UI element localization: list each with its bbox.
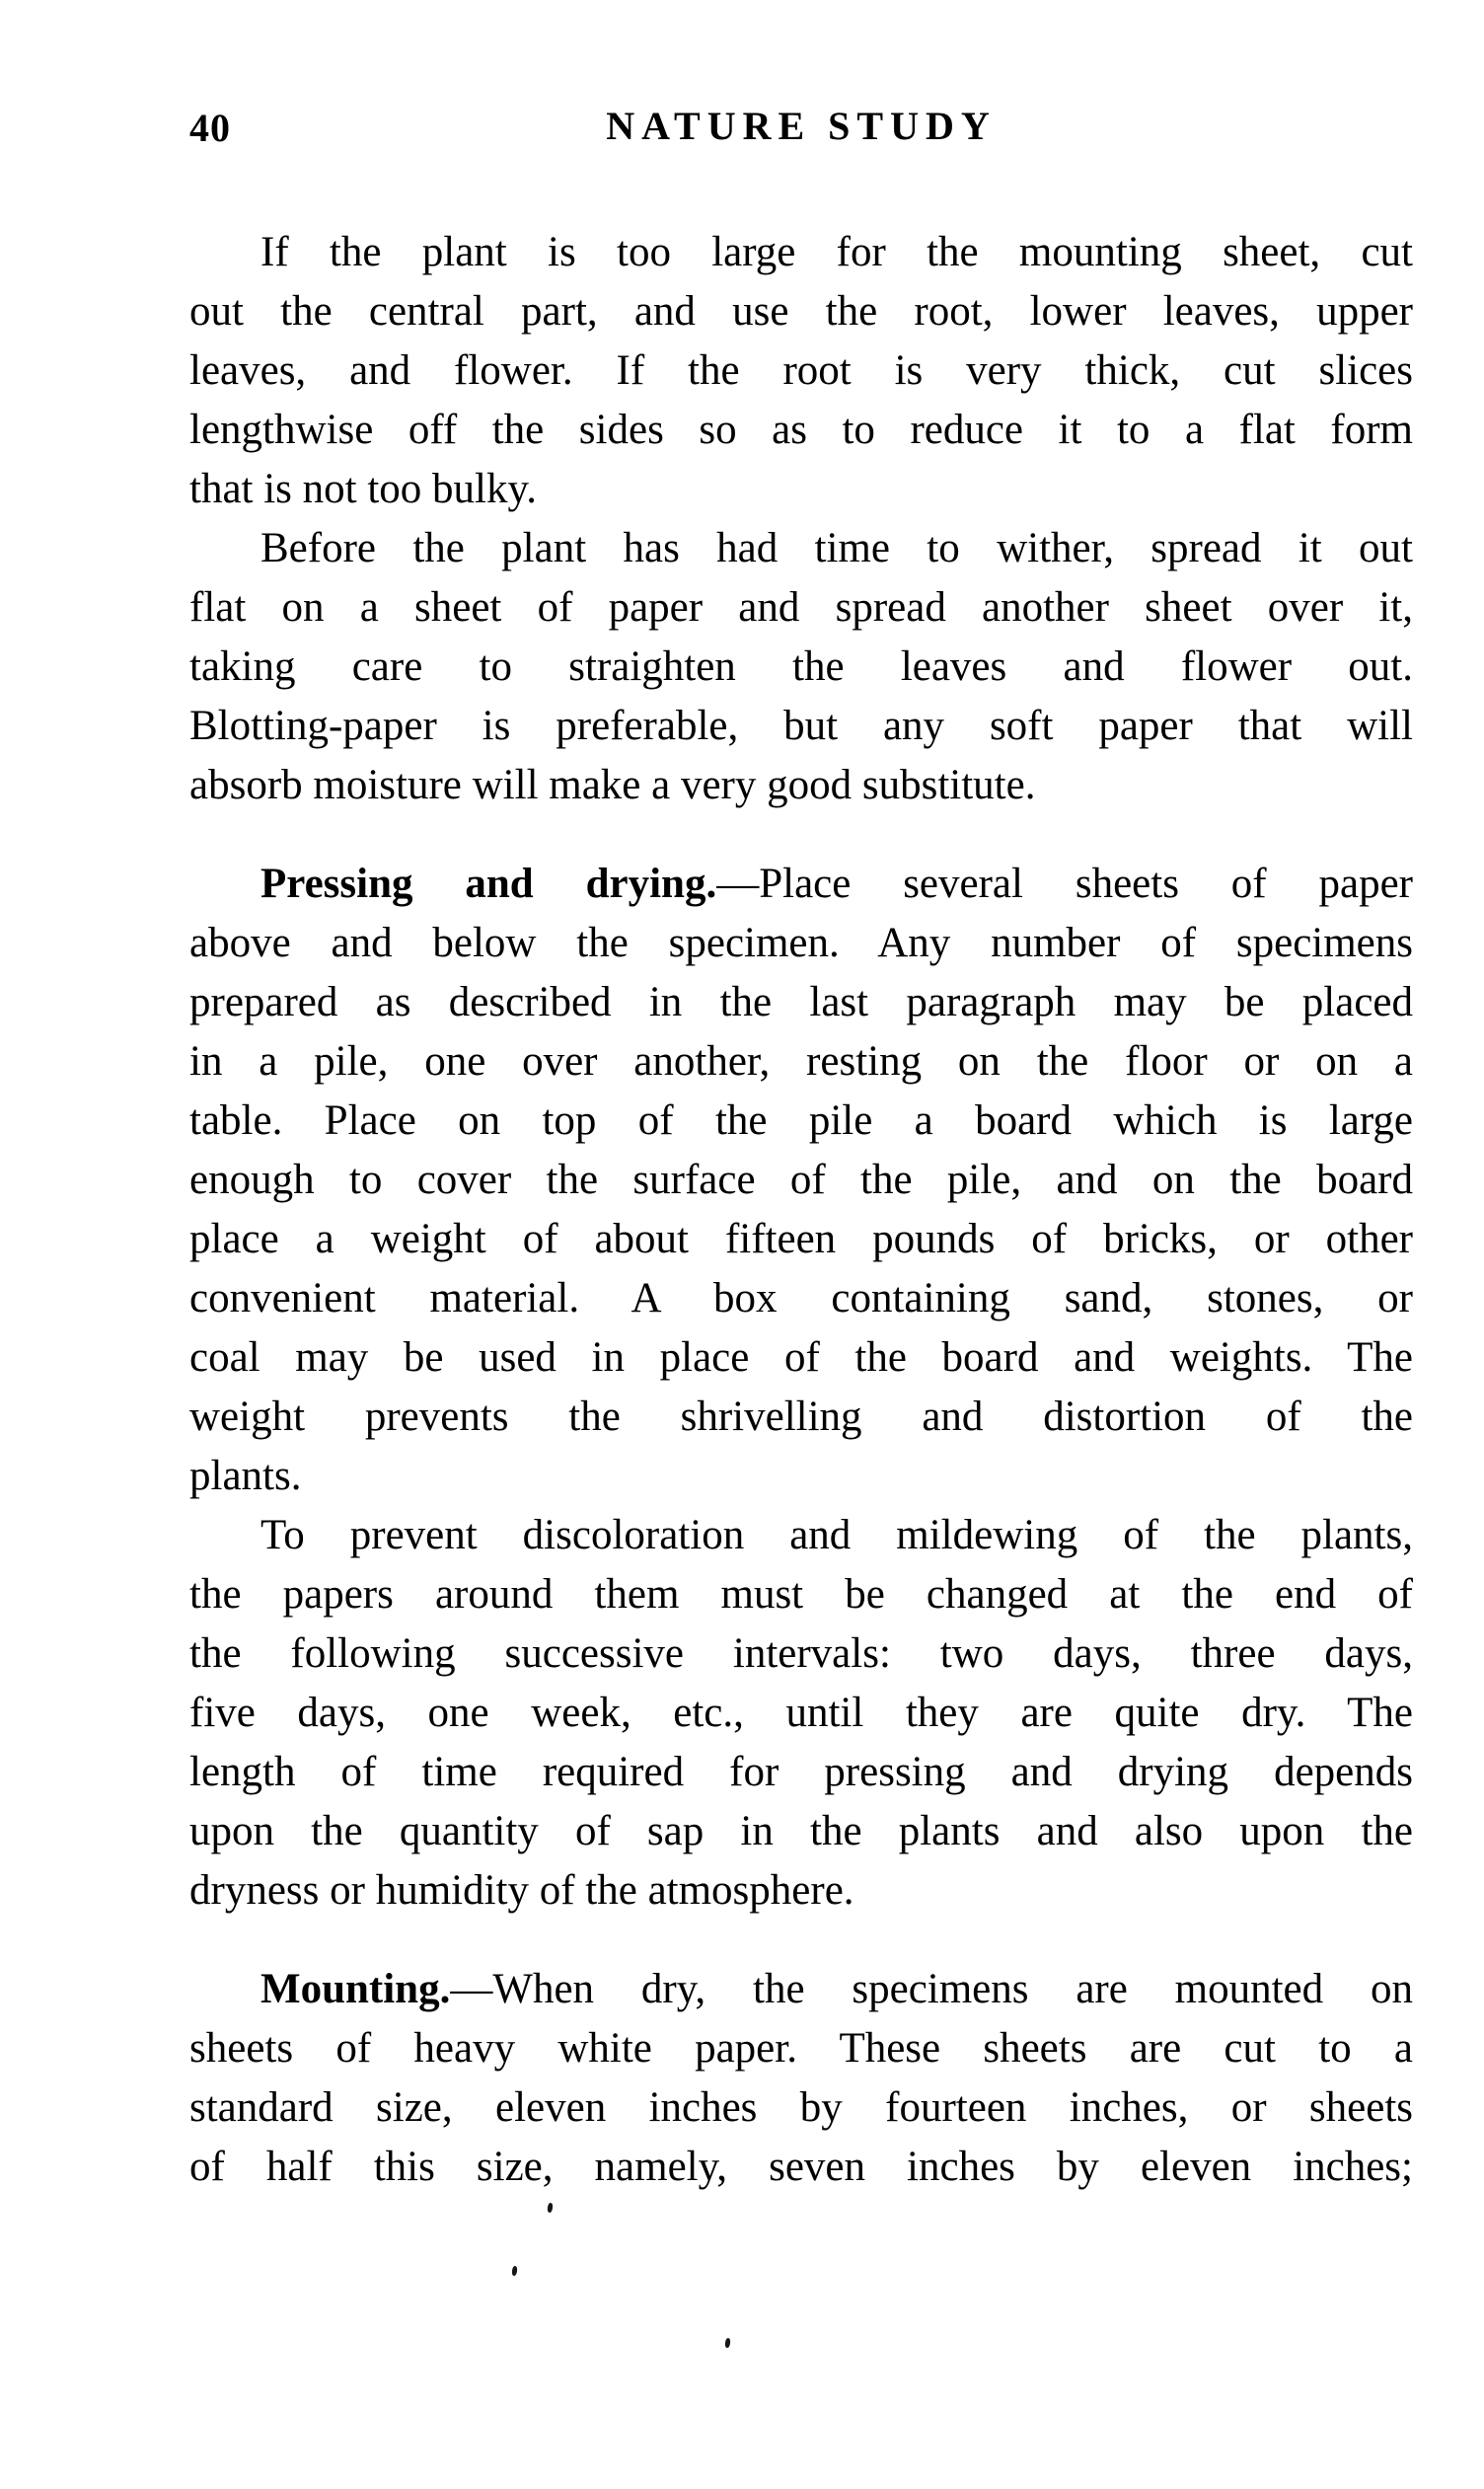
text-line: upon the quantity of sap in the plants and also upon the: [189, 1808, 1413, 1854]
text-line: To prevent discoloration and mildewing of the plants,: [260, 1512, 1413, 1558]
text-line: five days, one week, etc., until they are quite dry. The: [189, 1690, 1413, 1736]
ink-speck: [724, 2338, 730, 2349]
page-header: [189, 103, 1413, 154]
text-line: table. Place on top of the pile a board which is large: [189, 1097, 1413, 1144]
text-line: weight prevents the shrivelling and distortion of the: [189, 1394, 1413, 1440]
page-number: 40: [189, 106, 231, 150]
paragraph: [189, 223, 1413, 519]
text-line: standard size, eleven inches by fourteen inches, or sheets: [189, 2084, 1413, 2131]
text-line: flat on a sheet of paper and spread another sheet over it,: [189, 584, 1413, 631]
text-line: the papers around them must be changed at the end of: [189, 1571, 1413, 1618]
text-line: above and below the specimen. Any number of specimens: [189, 920, 1413, 966]
paragraph: [189, 1960, 1413, 2197]
paragraph: [189, 855, 1413, 1506]
text-line: enough to cover the surface of the pile, and on the board: [189, 1157, 1413, 1203]
text-line: coal may be used in place of the board and weights. The: [189, 1334, 1413, 1381]
ink-speck: [511, 2266, 517, 2277]
text-line: of half this size, namely, seven inches by eleven inches;: [189, 2144, 1413, 2190]
text-line: Pressing and drying.—Place several sheets of paper: [260, 861, 1413, 907]
text-line: If the plant is too large for the mounting sheet, cut: [260, 229, 1413, 275]
text-line: prepared as described in the last paragraph may be placed: [189, 979, 1413, 1025]
text-line: plants.: [189, 1453, 302, 1499]
text-line: Before the plant has had time to wither, spread it out: [260, 525, 1413, 571]
text-line: length of time required for pressing and drying depends: [189, 1749, 1413, 1795]
paragraph-lead: Pressing and drying.: [260, 861, 717, 907]
text-line: out the central part, and use the root, lower leaves, upper: [189, 288, 1413, 335]
running-head-title: NATURE STUDY: [606, 104, 997, 148]
text-line: convenient material. A box containing sand, stones, or: [189, 1275, 1413, 1321]
paragraph-lead: Mounting.: [260, 1966, 451, 2012]
text-line: in a pile, one over another, resting on the floor or on a: [189, 1038, 1413, 1085]
ink-speck: [547, 2203, 553, 2214]
paragraph: [189, 519, 1413, 815]
text-line: place a weight of about fifteen pounds of bricks, or other: [189, 1216, 1413, 1262]
text-line: taking care to straighten the leaves and flower out.: [189, 643, 1413, 690]
paragraph: [189, 1506, 1413, 1921]
text-line: that is not too bulky.: [189, 466, 537, 512]
text-line: the following successive intervals: two days, three days,: [189, 1630, 1413, 1677]
text-line: Blotting-paper is preferable, but any soft paper that will: [189, 703, 1413, 749]
text-line: lengthwise off the sides so as to reduce it to a flat form: [189, 407, 1413, 453]
text-line: dryness or humidity of the atmosphere.: [189, 1867, 854, 1914]
text-line: Mounting.—When dry, the specimens are mounted on: [260, 1966, 1413, 2012]
text-line: sheets of heavy white paper. These sheets are cut to a: [189, 2025, 1413, 2072]
text-line: leaves, and flower. If the root is very thick, cut slices: [189, 347, 1413, 394]
text-line: absorb moisture will make a very good substitute.: [189, 762, 1036, 808]
body-text-block: [189, 223, 1413, 2197]
